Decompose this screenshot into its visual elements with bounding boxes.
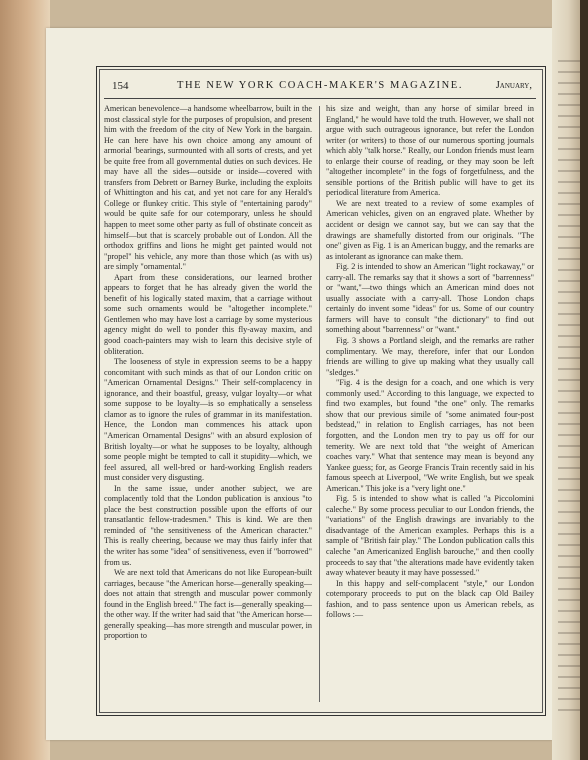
paragraph: Apart from these considerations, our learned brother appears to forget that he has already given the world the benefit of his logically stated maxim, that a carriage without some such ornaments would be "altogether incomplete." Gentlemen who may have lost a carriage by some mysterious agency might do well to ponder this fly-away maxim, and good coach-painters may wish to learn this decisive style of obliteration. — [104, 272, 312, 356]
text-column-right — [326, 104, 534, 704]
issue-month: January, — [495, 80, 532, 91]
text-column-left — [104, 104, 312, 704]
paragraph: "Fig. 4 is the design for a coach, and one which is very commonly used." According to this language, we expected to find two examples, but found "the one" only. The remarks show that our previous simile of "some animated four-post bedstead," in relation to English carriages, has not been forgotten, and the London men try to pay us off for our temerity. We are next told that "the weight of American coaches vary." What that sentence may mean is beyond any Yankee guess; for, as George Francis Train recently said in his famous speech at Liverpool, "We write English, but we speak American." This joke is a "very light one." — [326, 378, 534, 493]
paragraph: In the same issue, under another subject, we are complacently told that the London publication is anxious "to place the best construction possible upon the efforts of our transatlantic fellow-tradesmen." This is kind. We are then reminded of "the sensitiveness of the American character." This is really cheering, because we may thus fairly infer that the writer has some "idea" of sensitiveness, even if "borrowed" from us. — [104, 483, 312, 567]
paragraph: Fig. 3 shows a Portland sleigh, and the remarks are rather complimentary. We may, therefore, infer that our London friends are willing to give up making what they usually call "sledges." — [326, 336, 534, 377]
book-gutter-left — [0, 0, 50, 760]
book-binding — [580, 0, 588, 760]
paragraph: We are next treated to a review of some examples of American vehicles, given on an engraved plate. Whether by accident or design we cannot say, but we can say that the drawings are shamefully distorted from our originals. "The one" given as Fig. 1 is an American buggy, and the remarks are as intolerant as ignorance can make them. — [326, 198, 534, 261]
paragraph: The looseness of style in expression seems to be a happy concomitant with such minds as that of our London critic on "American Ornamental Designs." Their self-complacency in ignorance, and their boastful, greasy, vulgar loyalty—or what some suppose to be loyalty—is so emphatically a senseless clamor as to ignore the rules of grammar in its manifestation. Hence, the London man commences his attack upon "American Ornamental Designs" with an absurd explosion of British loyalty—or what he supposes to be loyalty, although some people might be tempted to call it stupidity—which, we feel assured, all well-bred or hard-working English readers must consider very disgusting. — [104, 357, 312, 483]
page-number: 154 — [112, 80, 129, 92]
paragraph: We are next told that Americans do not like European-built carriages, because "the American horse—generally speaking—does not attain that strength and muscular power commonly found in the English breed." The fact is—generally speaking—the other way. If the writer had said that "the American horse—generally speaking—has more strength and muscular power, in proportion to — [104, 568, 312, 641]
magazine-page — [46, 28, 552, 740]
column-divider — [319, 106, 320, 702]
paragraph: his size and weight, than any horse of similar breed in England," he would have told the truth. However, we shall not argue with such outrageous ignorance, but refer the London writer (or writers) to those of our numerous sporting journals which ably "talk horse." Really, our London friends must learn to enlarge their course of reading, or they may soon be left "altogether incomplete" in the fogs of forgetfulness, and the sensible portions of the British public will have to get its periodical literature from America. — [326, 104, 534, 198]
paragraph: Fig. 2 is intended to show an American "light rockaway," or carry-all. The remarks say that it shows a sort of "barrenness" or "want,"—two things which an American mind does not usually associate with a carry-all. Those London chaps certainly do invent some "ideas" for us. Some of our country farmers will have to consult "the dictionary" to find out something about "barrenness" or "want." — [326, 262, 534, 335]
magazine-title: THE NEW YORK COACH-MAKER'S MAGAZINE. — [176, 80, 464, 91]
paragraph: American benevolence—a handsome wheelbarrow, built in the most classical style for the purposes of propulsion, and present him with the freedom of the city of New York in the bargain. He can here have his own choice among any amount of armorial 'bearings, surmounted with all sorts of crests, and yet be quite free from all governmental duties on such devices. He may have all the sides—outside or inside—covered with transfers from Debrett or Barney Burke, including the exploits of Whittington and his cat, and yet not care for any Herald's College or flunkey critic. This style of "entertaining parody" would be quite safe for our cotemporary, unless he should happen to meet some other party as full of obstinate conceit as himself—but that is scarcely probable out of London. All the orthodox griffins and lions he might get painted would not "propel" his vehicle, any more than those which (as with us) are simply "ornamental." — [104, 104, 312, 272]
running-header — [104, 74, 536, 99]
paragraph: In this happy and self-complacent "style," our London cotemporary proceeds to put on the black cap Old Bailey fashion, and to pass sentence upon us American rebels, as follows :— — [326, 578, 534, 620]
paragraph: Fig. 5 is intended to show what is called "a Piccolomini caleche." By some process peculiar to our London friends, the "variations" of the English drawings are invariably to the disadvantage of the American examples. Perhaps this is a sample of "British fair play." The London publication calls this caleche "an Americanized English barouche," and then coolly proceeds to say that "the alterations made have evidently taken away whatever beauty it may have possessed." — [326, 494, 534, 578]
